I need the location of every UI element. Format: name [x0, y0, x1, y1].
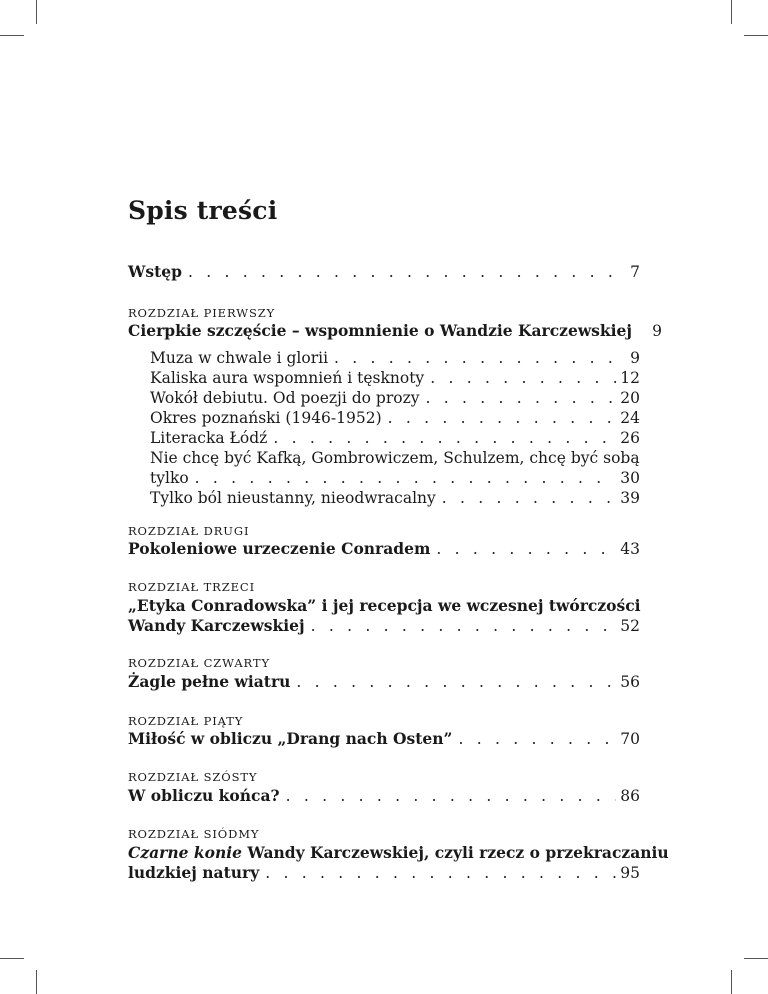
crop-mark-bottom-left-h: [0, 958, 24, 959]
chapter-label: ROZDZIAŁ DRUGI: [128, 524, 250, 538]
toc-entry-title-rest: Wandy Karczewskiej, czyli rzecz o przekraczaniu: [241, 843, 669, 862]
crop-mark-bottom-right-h: [744, 958, 768, 959]
toc-section-1-7[interactable]: [150, 488, 640, 508]
leader-dots: [259, 863, 616, 883]
page-number: 9: [630, 349, 640, 367]
crop-mark-bottom-left: [36, 970, 37, 994]
leader-dots: [305, 616, 616, 636]
toc-section-title: Okres poznański (1946-1952): [150, 409, 382, 427]
chapter-label: ROZDZIAŁ PIĄTY: [128, 714, 244, 728]
leader-dots: [420, 388, 616, 408]
page-number: 26: [620, 429, 640, 447]
toc-entry-chapter-5[interactable]: [128, 729, 640, 749]
toc-section-title: Tylko ból nieustanny, nieodwracalny: [150, 489, 436, 507]
page-title: Spis treści: [128, 196, 278, 225]
page-number: 86: [620, 787, 640, 805]
toc-entry-title: W obliczu końca?: [128, 786, 280, 805]
page-number: 70: [620, 730, 640, 748]
leader-dots: [267, 428, 616, 448]
toc-entry-title: Wstęp: [128, 262, 182, 281]
crop-mark-top-left: [36, 0, 37, 24]
toc-section-title-line-1: Nie chcę być Kafką, Gombrowiczem, Schulzem, chcę być sobą: [150, 449, 640, 467]
leader-dots: [382, 408, 616, 428]
toc-entry-chapter-7[interactable]: [128, 843, 669, 883]
page-number: 12: [620, 369, 640, 387]
leader-dots: [280, 786, 616, 806]
toc-entry-title-line-1: [128, 843, 669, 863]
toc-section-1-2[interactable]: [150, 368, 640, 388]
toc-section-1-6[interactable]: [150, 448, 640, 488]
page-number: 20: [620, 389, 640, 407]
leader-dots: [328, 348, 616, 368]
toc-entry-title-line-1: „Etyka Conradowska” i jej recepcja we wczesnej twórczości: [128, 596, 641, 615]
leader-dots: [182, 262, 616, 282]
toc-entry-chapter-3[interactable]: [128, 596, 640, 636]
leader-dots: [424, 368, 616, 388]
page-number: 52: [620, 617, 640, 635]
toc-section-title: Muza w chwale i glorii: [150, 349, 329, 367]
leader-dots: [430, 539, 616, 559]
toc-section-title: Wokół debiutu. Od poezji do prozy: [150, 389, 420, 407]
crop-mark-top-right-h: [744, 35, 768, 36]
toc-section-1-3[interactable]: [150, 388, 640, 408]
toc-entry-chapter-4[interactable]: [128, 672, 640, 692]
page-number: 7: [630, 263, 640, 281]
crop-mark-top-right: [731, 0, 732, 24]
chapter-label: ROZDZIAŁ SIÓDMY: [128, 827, 260, 841]
toc-entry-title-line-2: Wandy Karczewskiej: [128, 616, 305, 635]
leader-dots: [452, 729, 616, 749]
toc-section-title: Literacka Łódź: [150, 429, 268, 447]
toc-entry-title-line-2: ludzkiej natury: [128, 863, 260, 882]
leader-dots: [290, 672, 616, 692]
chapter-label: ROZDZIAŁ TRZECI: [128, 580, 256, 594]
chapter-label: ROZDZIAŁ CZWARTY: [128, 656, 270, 670]
leader-dots: [189, 468, 616, 488]
page-number: 9: [652, 322, 662, 340]
page-number: 30: [620, 469, 640, 487]
toc-section-1-4[interactable]: [150, 408, 640, 428]
toc-entry-chapter-6[interactable]: [128, 786, 640, 806]
crop-mark-bottom-right: [731, 970, 732, 994]
crop-mark-top-left-h: [0, 35, 24, 36]
page-number: 56: [620, 673, 640, 691]
toc-entry-title: Miłość w obliczu „Drang nach Osten”: [128, 729, 453, 748]
toc-section-title-line-2: tylko: [150, 469, 189, 487]
toc-entry-chapter-1[interactable]: [128, 321, 662, 341]
italic-book-title: Czarne konie: [128, 843, 242, 862]
toc-entry-title: Pokoleniowe urzeczenie Conradem: [128, 539, 431, 558]
page-number: 39: [620, 489, 640, 507]
toc-entry-title: Żagle pełne wiatru: [128, 672, 291, 691]
leader-dots: [436, 488, 616, 508]
toc-section-1-5[interactable]: [150, 428, 640, 448]
chapter-label: ROZDZIAŁ PIERWSZY: [128, 306, 276, 320]
toc-section-title: Kaliska aura wspomnień i tęsknoty: [150, 369, 425, 387]
chapter-label: ROZDZIAŁ SZÓSTY: [128, 770, 258, 784]
page-number: 95: [620, 864, 640, 882]
toc-entry-intro[interactable]: [128, 262, 640, 282]
page-number: 43: [620, 540, 640, 558]
page-number: 24: [620, 409, 640, 427]
toc-section-1-1[interactable]: [150, 348, 640, 368]
toc-entry-title: Cierpkie szczęście – wspomnienie o Wandzie Karczewskiej: [128, 321, 632, 340]
toc-entry-chapter-2[interactable]: [128, 539, 640, 559]
